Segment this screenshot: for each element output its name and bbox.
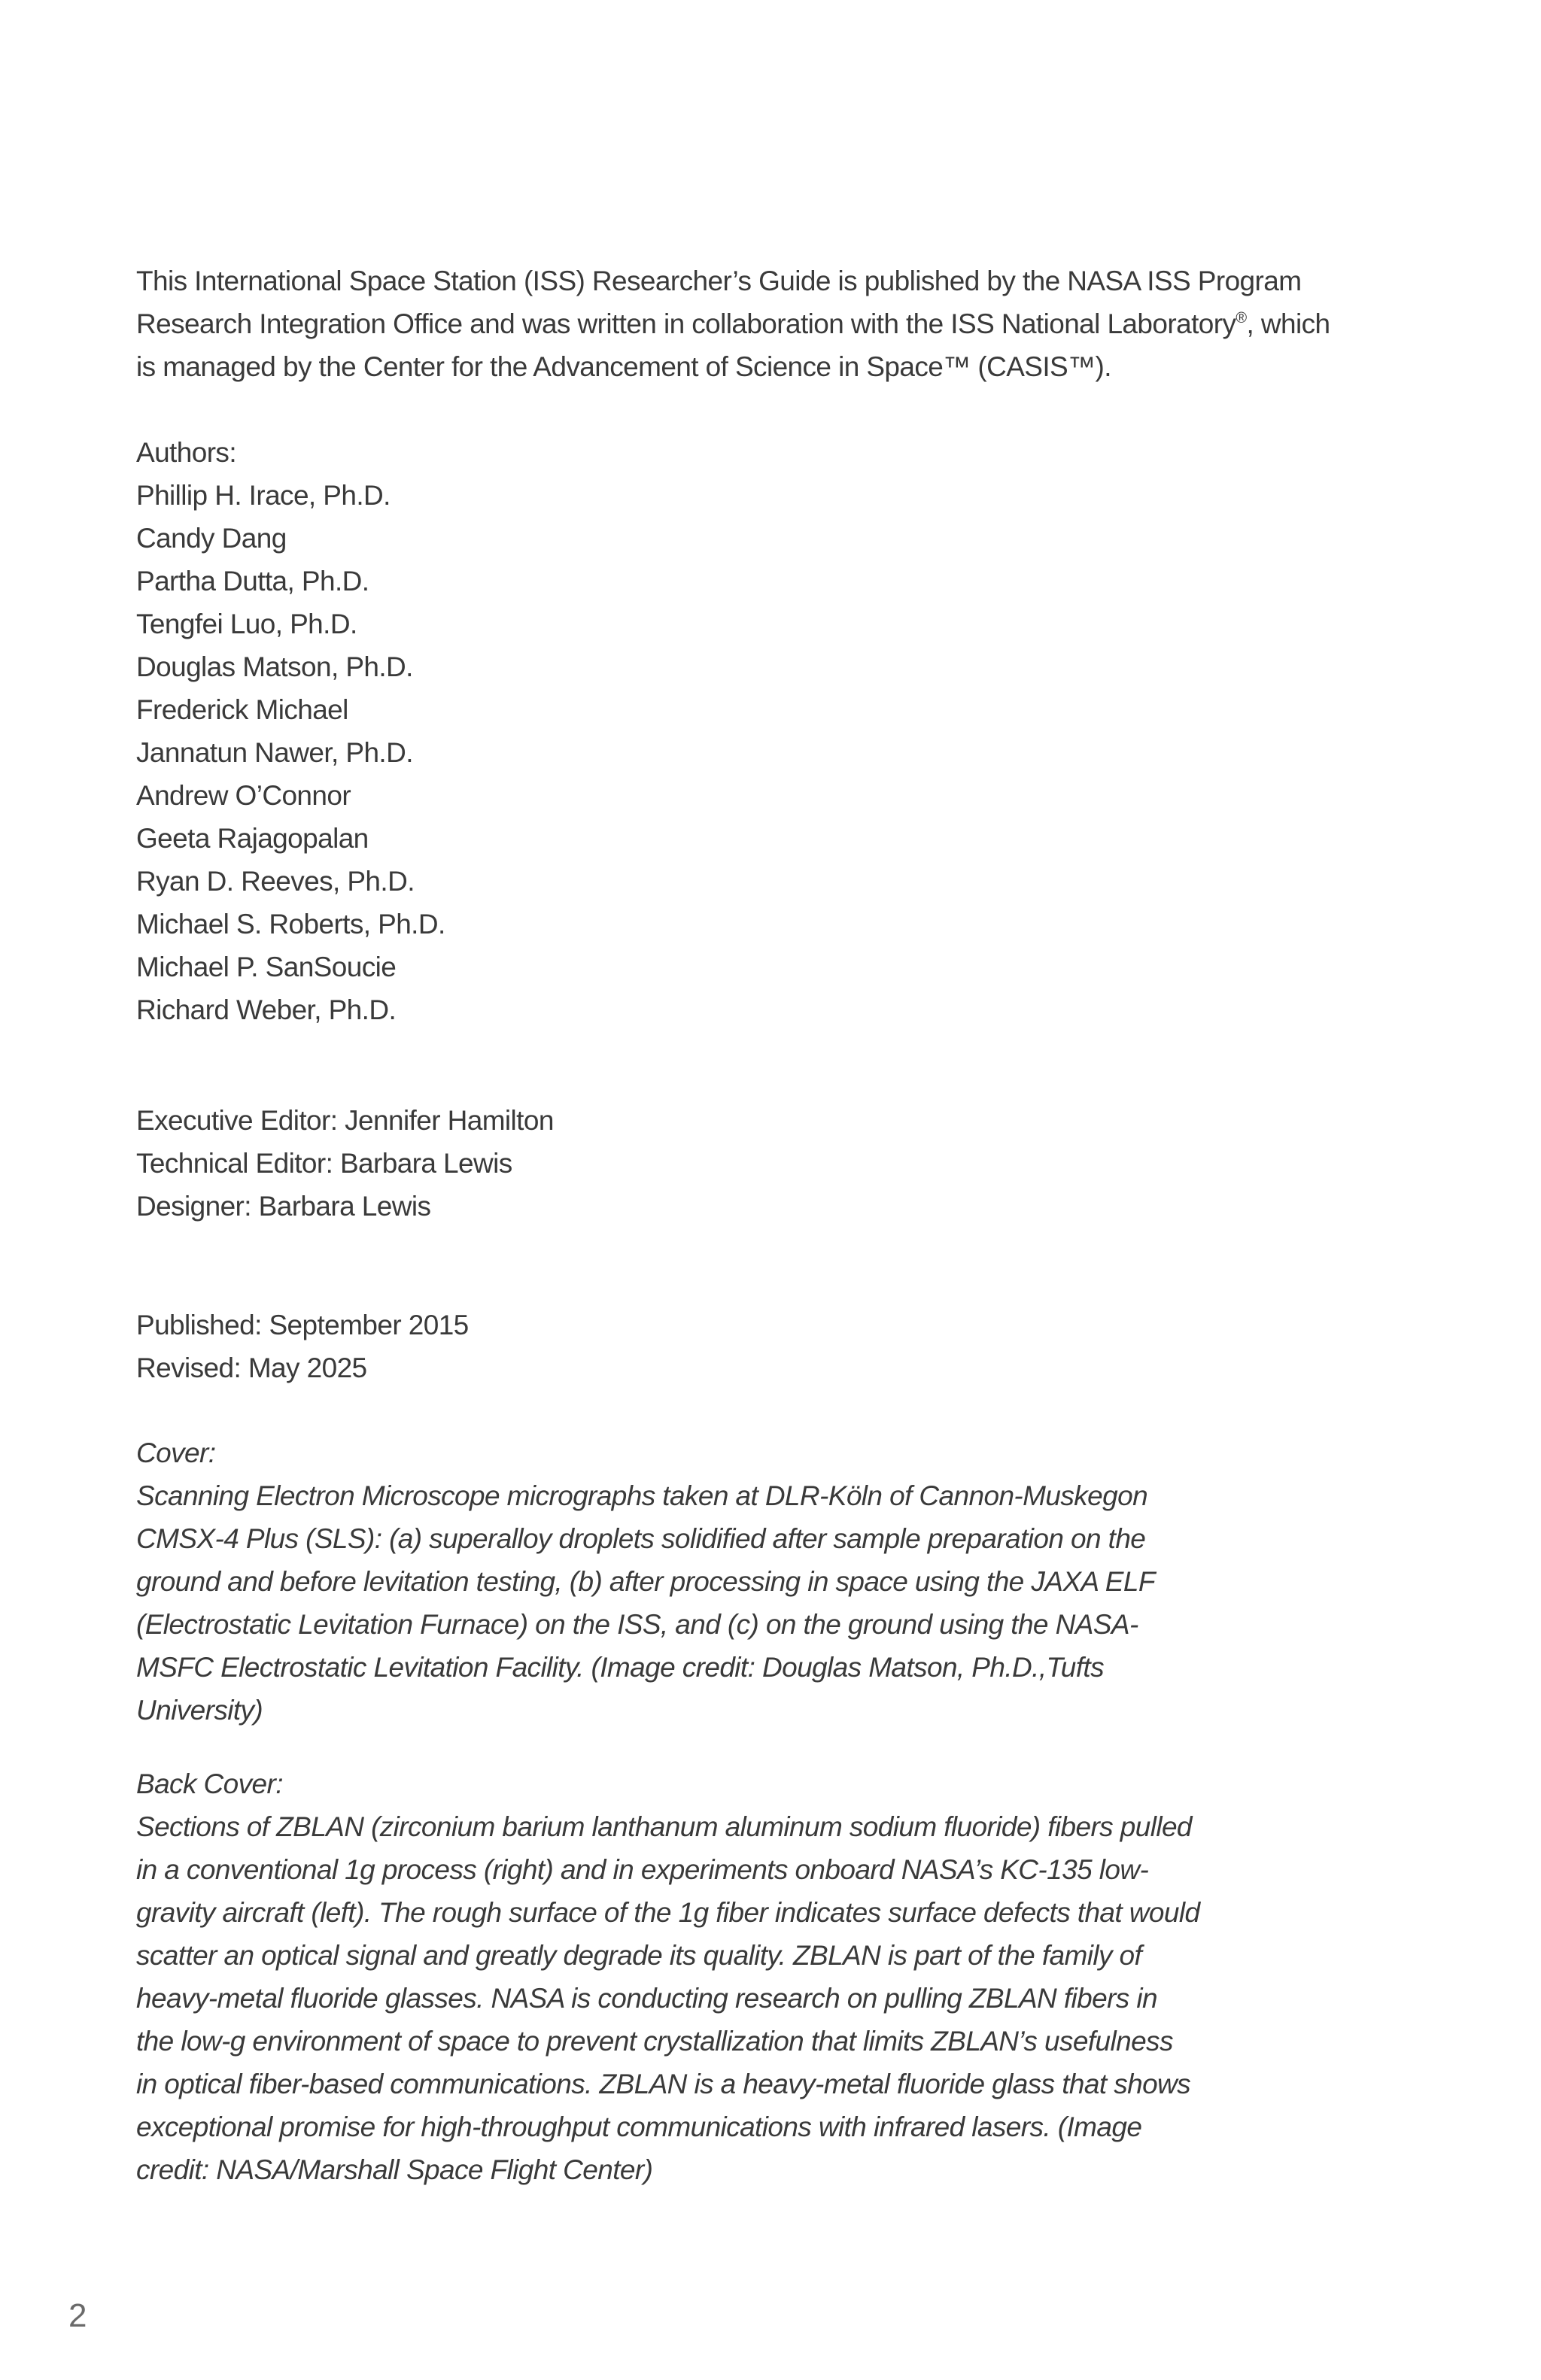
cover-caption-line: CMSX-4 Plus (SLS): (a) superalloy droplets solidified after sample preparation on the (136, 1523, 1146, 1554)
author-name: Ryan D. Reeves, Ph.D. (136, 866, 415, 897)
back-cover-caption-line: the low-g environment of space to prevent crystallization that limits ZBLAN’s usefulness (136, 2026, 1173, 2057)
back-cover-caption-line: heavy-metal fluoride glasses. NASA is conducting research on pulling ZBLAN fibers in (136, 1983, 1157, 2014)
designer: Designer: Barbara Lewis (136, 1191, 431, 1222)
technical-editor: Technical Editor: Barbara Lewis (136, 1148, 512, 1179)
cover-heading: Cover: (136, 1437, 216, 1468)
editors-list (136, 1099, 554, 1228)
authors-heading: Authors: (136, 437, 236, 468)
author-name: Michael S. Roberts, Ph.D. (136, 909, 445, 940)
page-number: 2 (68, 2297, 87, 2334)
registered-mark: ® (1236, 310, 1247, 326)
intro-line (136, 302, 1400, 345)
author-name: Phillip H. Irace, Ph.D. (136, 480, 391, 511)
author-name: Tengfei Luo, Ph.D. (136, 609, 357, 639)
intro-paragraph (136, 260, 1400, 388)
back-cover-caption-line: in optical fiber-based communications. ZBLAN is a heavy-metal fluoride glass that shows (136, 2069, 1191, 2099)
revised-date: Revised: May 2025 (136, 1352, 367, 1383)
author-name: Michael P. SanSoucie (136, 952, 397, 982)
back-cover-caption-line: credit: NASA/Marshall Space Flight Center) (136, 2154, 653, 2185)
back-cover-caption-line: exceptional promise for high-throughput communications with infrared lasers. (Image (136, 2111, 1142, 2142)
cover-caption-line: University) (136, 1695, 263, 1726)
cover-caption (136, 1431, 1155, 1732)
back-cover-caption-line: scatter an optical signal and greatly degrade its quality. ZBLAN is part of the family of (136, 1940, 1142, 1971)
intro-line-text: , which (1246, 308, 1330, 339)
author-name: Frederick Michael (136, 694, 348, 725)
cover-caption-line: MSFC Electrostatic Levitation Facility. (Image credit: Douglas Matson, Ph.D.,Tufts (136, 1652, 1104, 1683)
executive-editor: Executive Editor: Jennifer Hamilton (136, 1105, 554, 1136)
author-name: Jannatun Nawer, Ph.D. (136, 737, 413, 768)
author-name: Douglas Matson, Ph.D. (136, 651, 413, 682)
cover-caption-line: ground and before levitation testing, (b) after processing in space using the JAXA ELF (136, 1566, 1155, 1597)
author-name: Geeta Rajagopalan (136, 823, 369, 854)
author-name: Andrew O’Connor (136, 780, 351, 811)
author-name: Richard Weber, Ph.D. (136, 994, 397, 1025)
intro-line: is managed by the Center for the Advancement of Science in Space™ (CASIS™). (136, 351, 1111, 382)
back-cover-caption-line: Sections of ZBLAN (zirconium barium lanthanum aluminum sodium fluoride) fibers pulled (136, 1811, 1192, 1842)
cover-caption-line: Scanning Electron Microscope micrographs taken at DLR-Köln of Cannon-Muskegon (136, 1480, 1148, 1511)
page-content (136, 260, 1400, 2185)
back-cover-caption (136, 1762, 1199, 2191)
intro-line-text: Research Integration Office and was written in collaboration with the ISS National Laboratory (136, 308, 1236, 339)
intro-line: This International Space Station (ISS) Researcher’s Guide is published by the NASA ISS Program (136, 266, 1302, 296)
back-cover-heading: Back Cover: (136, 1768, 283, 1799)
publication-dates (136, 1304, 469, 1389)
author-name: Candy Dang (136, 523, 287, 554)
published-date: Published: September 2015 (136, 1310, 469, 1340)
cover-caption-line: (Electrostatic Levitation Furnace) on the ISS, and (c) on the ground using the NASA- (136, 1609, 1138, 1640)
authors-list (136, 431, 445, 1031)
back-cover-caption-line: in a conventional 1g process (right) and in experiments onboard NASA’s KC-135 low- (136, 1854, 1149, 1885)
author-name: Partha Dutta, Ph.D. (136, 566, 369, 597)
back-cover-caption-line: gravity aircraft (left). The rough surface of the 1g fiber indicates surface defects that would (136, 1897, 1200, 1928)
